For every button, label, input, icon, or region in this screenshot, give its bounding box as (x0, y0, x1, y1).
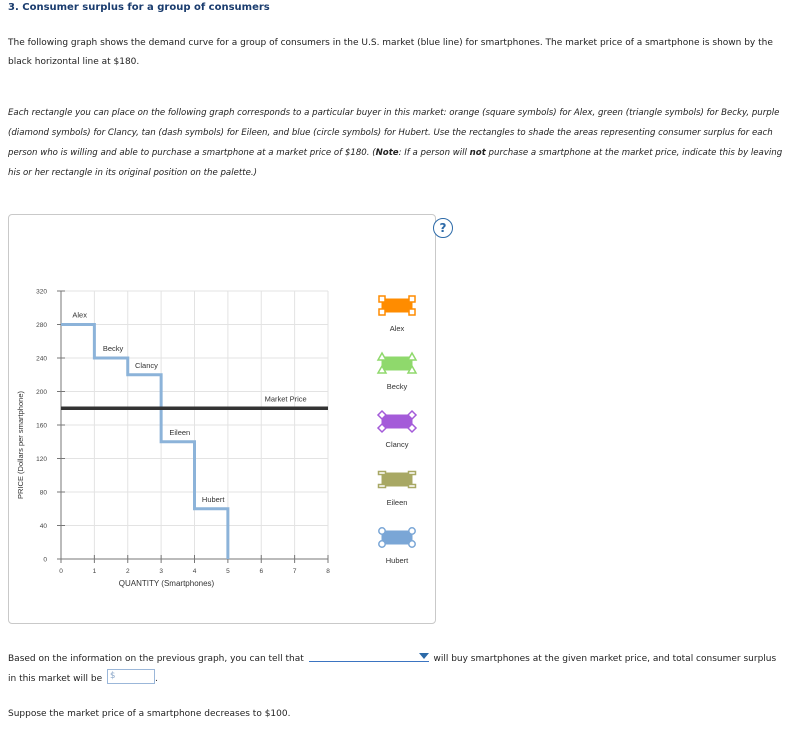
palette-label-clancy: Clancy (385, 440, 409, 449)
help-button[interactable]: ? (433, 218, 453, 238)
palette-marker-eileen (379, 472, 386, 475)
note-label: Note (375, 148, 399, 158)
palette-rect-clancy[interactable] (382, 415, 412, 428)
y-tick-label: 80 (39, 489, 47, 497)
x-tick-label: 6 (259, 568, 264, 575)
y-tick-label: 120 (36, 456, 47, 463)
y-tick-label: 240 (36, 355, 47, 363)
question-line (8, 649, 783, 689)
buyers-dropdown[interactable] (309, 650, 429, 662)
graph-panel (8, 214, 436, 624)
palette-marker-eileen (409, 485, 416, 488)
palette-rect-hubert[interactable] (382, 531, 412, 544)
question-2-text: Suppose the market price of a smartphone decreases to $100. (8, 709, 291, 719)
not-emphasis: not (469, 148, 486, 158)
market-price-label: Market Price (264, 394, 307, 404)
palette-label-becky: Becky (386, 382, 408, 391)
palette-marker-hubert (379, 541, 385, 547)
intro-text: The following graph shows the demand curve for a group of consumers in the U.S. market (blue line) for smartphones. The market price of a smartphone is shown by the black horizontal line at $180. (8, 38, 773, 67)
demand-chart (9, 215, 435, 623)
instructions-part3: purchase a smartphone at the market price, indicate this by leaving his or her rectangle in its original position on the palette.) (8, 148, 783, 178)
y-tick-label: 160 (36, 422, 47, 430)
palette-marker-alex (379, 309, 385, 315)
instructions-text (8, 103, 783, 183)
y-axis-title: PRICE (Dollars per smartphone) (16, 391, 25, 499)
instructions-part2: : If a person will (398, 148, 470, 158)
y-tick-label: 0 (43, 556, 47, 564)
chevron-down-icon (419, 653, 429, 659)
palette-label-hubert: Hubert (385, 556, 409, 565)
palette-rect-eileen[interactable] (382, 473, 412, 486)
x-tick-label: 7 (292, 568, 297, 575)
x-tick-label: 0 (59, 568, 63, 575)
consumer-surplus-input[interactable] (107, 669, 155, 684)
palette-marker-hubert (409, 528, 415, 534)
buyer-label-eileen: Eileen (169, 427, 191, 437)
currency-symbol: $ (110, 671, 116, 681)
buyer-label-clancy: Clancy (134, 360, 158, 370)
palette-marker-becky (408, 353, 416, 360)
y-tick-label: 40 (39, 523, 47, 530)
y-tick-label: 280 (36, 322, 47, 329)
y-tick-label: 200 (36, 389, 47, 396)
palette-marker-eileen (379, 485, 386, 488)
x-tick-label: 4 (192, 568, 197, 575)
palette-marker-alex (379, 296, 385, 302)
x-tick-label: 8 (326, 568, 330, 575)
x-tick-label: 2 (125, 568, 130, 575)
palette-marker-eileen (409, 472, 416, 475)
palette-rect-alex[interactable] (382, 299, 412, 312)
x-tick-label: 5 (226, 568, 230, 575)
x-tick-label: 3 (159, 568, 163, 575)
x-tick-label: 1 (92, 568, 97, 575)
buyer-label-hubert: Hubert (201, 494, 225, 504)
instructions-part1: Each rectangle you can place on the following graph corresponds to a particular buyer in this market: orange (square symbols) for Alex, green (triangle symbols) for Becky, purple (diamond symbols) for Clancy, tan (dash symbols) for Eileen, and blue (circle symbols) for Hubert. Use the rectangles to shade the areas representing consumer surplus for each person who is willing and able to purchase a smartphone at a market price of $180. ( (8, 108, 780, 158)
y-tick-label: 320 (36, 288, 47, 296)
palette-rect-becky[interactable] (382, 357, 412, 370)
demand-curve (61, 325, 228, 560)
x-axis-title: QUANTITY (Smartphones) (118, 579, 215, 588)
palette-marker-hubert (409, 541, 415, 547)
palette-label-alex: Alex (389, 324, 405, 333)
buyer-label-becky: Becky (102, 344, 124, 353)
question-before: Based on the information on the previous graph, you can tell that (8, 654, 304, 664)
palette-marker-alex (409, 296, 415, 302)
question-end: . (155, 674, 158, 684)
question-after: will buy smartphones at the given market price, and total consumer surplus in this market will be (8, 654, 777, 684)
palette-marker-hubert (379, 528, 385, 534)
question-title: 3. Consumer surplus for a group of consumers (8, 2, 270, 13)
buyer-label-alex: Alex (72, 310, 87, 320)
palette-marker-becky (378, 353, 386, 360)
palette-marker-alex (409, 309, 415, 315)
palette-label-eileen: Eileen (386, 498, 408, 507)
